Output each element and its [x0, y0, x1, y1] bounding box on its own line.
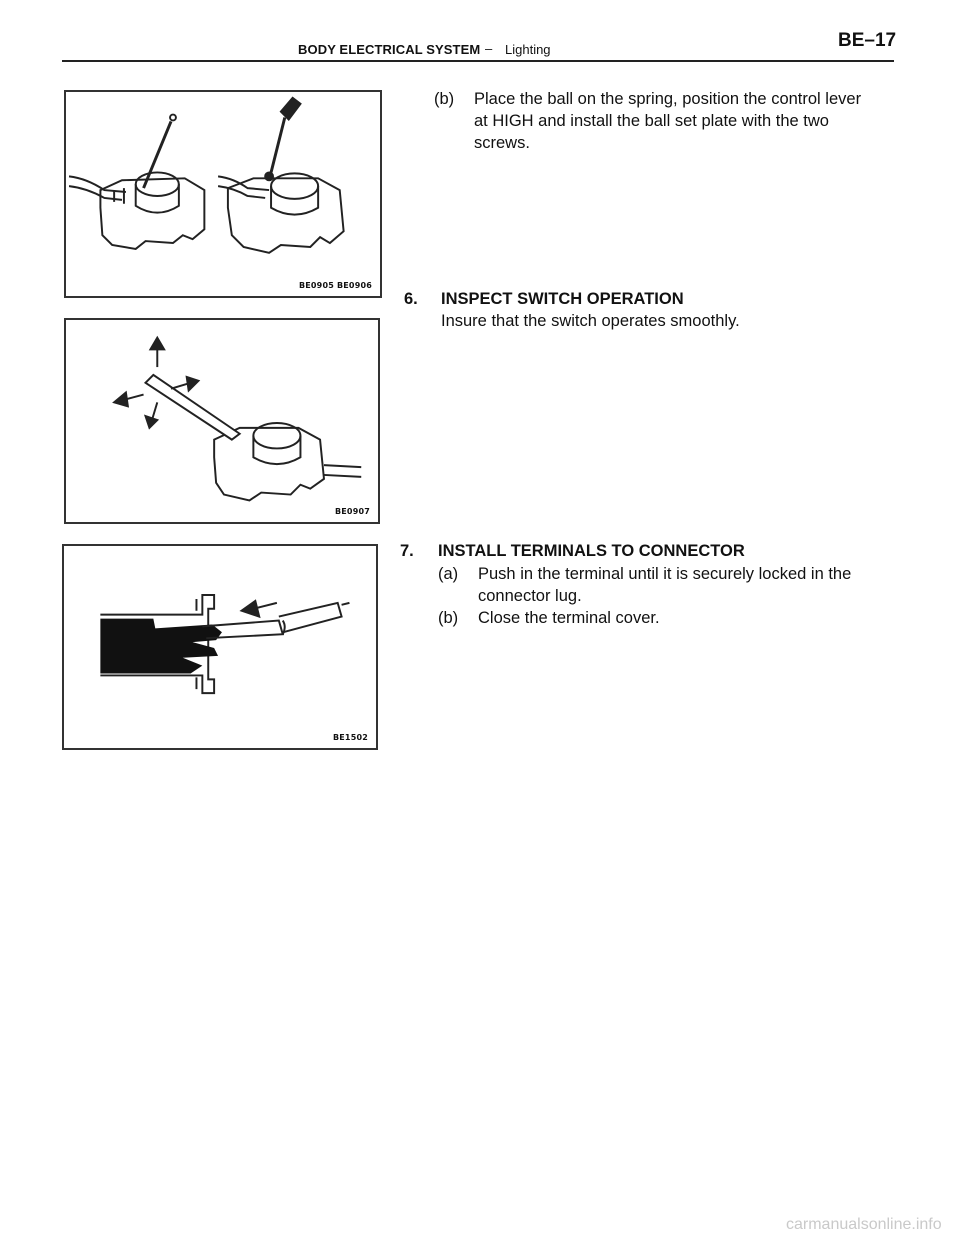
page-number: BE–17	[838, 30, 897, 51]
switch-assembly-illustration-icon	[66, 92, 380, 296]
figure-connector-terminal	[62, 544, 378, 750]
step-7a-line-2: connector lug.	[478, 587, 582, 605]
watermark-text: carmanualsonline.info	[786, 1216, 942, 1233]
figure-code: BE0907	[334, 507, 370, 516]
figure-code: BE0905 BE0906	[298, 281, 372, 290]
step-7b-text: Close the terminal cover.	[478, 609, 660, 627]
figure-switch-assembly	[64, 90, 382, 298]
step-7b-marker: (b)	[438, 609, 459, 627]
step-b-line-2: at HIGH and install the ball set plate with the two	[474, 112, 829, 130]
step-b-line-1: Place the ball on the spring, position the control lever	[474, 90, 862, 108]
step-6-number: 6.	[404, 290, 418, 308]
figure-lever-movement	[64, 318, 380, 524]
connector-terminal-illustration-icon	[64, 546, 376, 748]
step-6-title: INSPECT SWITCH OPERATION	[441, 290, 684, 308]
step-6-body: Insure that the switch operates smoothly.	[441, 312, 740, 330]
header-section-title: BODY ELECTRICAL SYSTEM	[298, 42, 481, 57]
step-b-marker: (b)	[434, 90, 455, 108]
step-b-line-3: screws.	[474, 134, 530, 152]
step-7a-marker: (a)	[438, 565, 459, 583]
header-rule	[62, 60, 894, 62]
figure-code: BE1502	[332, 733, 368, 742]
lever-movement-illustration-icon	[66, 320, 378, 522]
page-header	[0, 0, 960, 64]
header-subsection: Lighting	[505, 42, 551, 57]
step-7-title: INSTALL TERMINALS TO CONNECTOR	[438, 542, 745, 560]
header-separator: –	[485, 41, 493, 56]
step-7-number: 7.	[400, 542, 414, 560]
step-7a-line-1: Push in the terminal until it is securely locked in the	[478, 565, 852, 583]
